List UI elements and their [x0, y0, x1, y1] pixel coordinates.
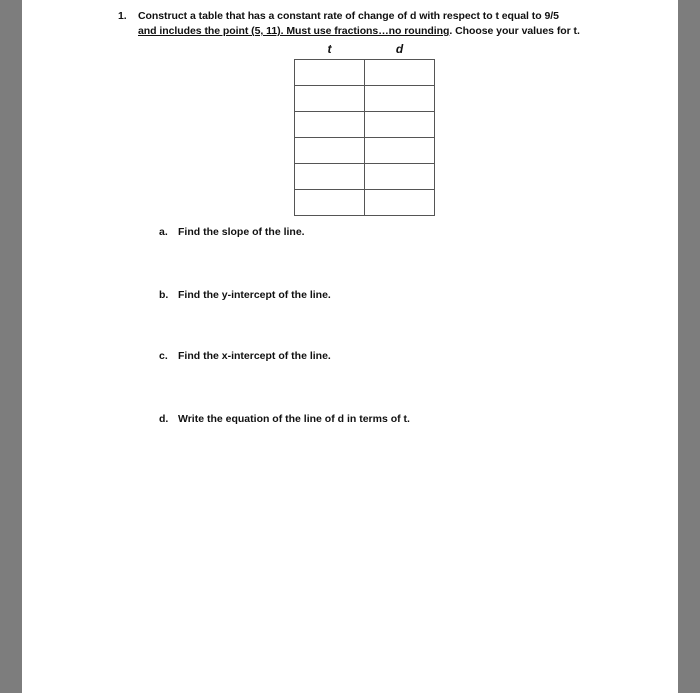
question-text-rest: . Choose your values for t. [449, 25, 580, 37]
t-d-table [294, 38, 435, 216]
part-b-text: Find the y-intercept of the line. [178, 289, 331, 301]
table-cell-d[interactable] [365, 164, 435, 190]
part-b-label: b. [159, 289, 169, 301]
table-cell-d[interactable] [365, 190, 435, 216]
column-header-d: d [365, 38, 435, 60]
table-row [295, 190, 435, 216]
table-header-row [295, 38, 435, 60]
table-cell-t[interactable] [295, 60, 365, 86]
worksheet-page [22, 0, 678, 693]
table-cell-d[interactable] [365, 86, 435, 112]
table-row [295, 60, 435, 86]
part-d-text: Write the equation of the line of d in terms of t. [178, 413, 410, 425]
table-row [295, 164, 435, 190]
part-c-label: c. [159, 350, 168, 362]
column-header-t: t [295, 38, 365, 60]
table-cell-t[interactable] [295, 190, 365, 216]
part-d-label: d. [159, 413, 169, 425]
table-cell-t[interactable] [295, 86, 365, 112]
table-cell-t[interactable] [295, 164, 365, 190]
table-row [295, 86, 435, 112]
table-cell-t[interactable] [295, 112, 365, 138]
question-text-underlined: and includes the point (5, 11). Must use fractions…no rounding [138, 25, 450, 37]
part-a-text: Find the slope of the line. [178, 226, 305, 238]
table-cell-d[interactable] [365, 112, 435, 138]
question-text-line-1: Construct a table that has a constant rate of change of d with respect to t equal to 9/5 [138, 10, 559, 22]
part-a-label: a. [159, 226, 168, 238]
table-cell-d[interactable] [365, 138, 435, 164]
table-cell-d[interactable] [365, 60, 435, 86]
question-text-line-2 [138, 25, 580, 37]
table-row [295, 138, 435, 164]
part-c-text: Find the x-intercept of the line. [178, 350, 331, 362]
table-cell-t[interactable] [295, 138, 365, 164]
table-row [295, 112, 435, 138]
question-number: 1. [118, 10, 127, 22]
